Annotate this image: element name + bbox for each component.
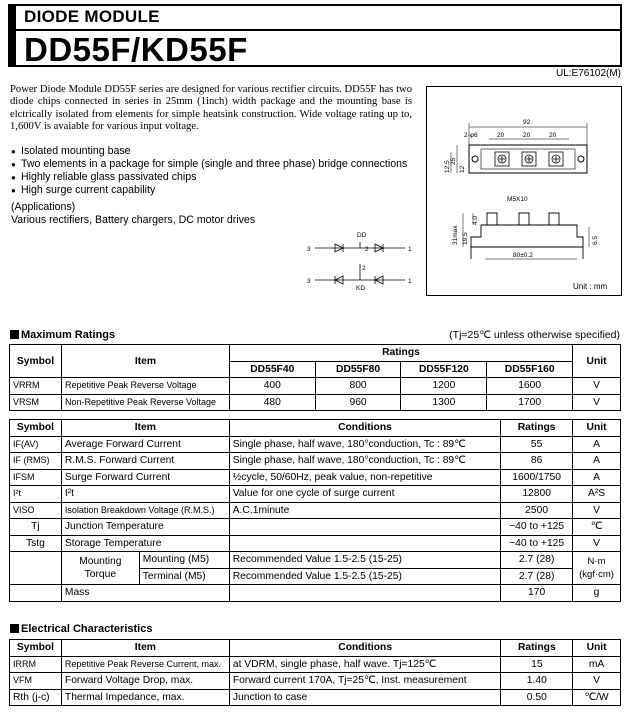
- rating-cell: −40 to +125: [501, 519, 573, 536]
- model-title: DD55F/KD55F: [24, 31, 248, 68]
- table-row: [10, 453, 621, 470]
- circuit-diagram: [305, 228, 415, 292]
- item-cell: Junction Temperature: [61, 519, 229, 536]
- condition-cell: [229, 519, 501, 536]
- symbol-cell: VRRM: [10, 378, 62, 395]
- dim-text: 80±0.2: [513, 252, 533, 259]
- torque-unit-line: (kgf·cm): [579, 569, 614, 580]
- rating-cell: 86: [501, 453, 573, 470]
- table-row: [10, 486, 621, 503]
- item-cell: Repetitive Peak Reverse Voltage: [61, 378, 229, 395]
- unit-cell: g: [573, 585, 621, 602]
- item-cell: Non-Repetitive Peak Reverse Voltage: [61, 394, 229, 411]
- torque-item-line: Mounting: [79, 556, 122, 567]
- symbol-cell: Tstg: [10, 535, 62, 552]
- dim-text: 20: [549, 132, 557, 139]
- condition-cell: Recommended Value 1.5-2.5 (15-25): [229, 552, 501, 569]
- unit-cell: V: [573, 673, 621, 690]
- item-cell: Storage Temperature: [61, 535, 229, 552]
- symbol-cell: [10, 552, 62, 585]
- table-row: [10, 469, 621, 486]
- value-cell: 480: [229, 394, 315, 411]
- rating-cell: 12800: [501, 486, 573, 503]
- dim-text: 4.0: [472, 215, 479, 225]
- symbol-cell: Rth (j-c): [10, 689, 62, 706]
- dim-text: 20: [523, 132, 531, 139]
- outline-drawing: [426, 86, 622, 296]
- dim-text: 6.5: [592, 235, 599, 245]
- circuit-svg: [305, 228, 415, 292]
- ul-number: UL:E76102(M): [555, 68, 621, 79]
- torque-item-line: Torque: [84, 569, 117, 580]
- torque-sub-cell: Terminal (M5): [139, 568, 229, 585]
- item-cell: Forward Voltage Drop, max.: [61, 673, 229, 690]
- table-row: [10, 502, 621, 519]
- symbol-cell: [10, 585, 62, 602]
- header-box: [8, 4, 622, 67]
- value-cell: 800: [315, 378, 401, 395]
- condition-cell: Recommended Value 1.5-2.5 (15-25): [229, 568, 501, 585]
- torque-sub-cell: Mounting (M5): [139, 552, 229, 569]
- kd-label: KD: [356, 285, 366, 292]
- item-cell: R.M.S. Forward Current: [61, 453, 229, 470]
- feature-item: ● Two elements in a package for simple (single and three phase) bridge connections: [11, 158, 415, 171]
- value-cell: 1300: [401, 394, 487, 411]
- item-cell: Surge Forward Current: [61, 469, 229, 486]
- pin-label: 2: [365, 246, 369, 253]
- table-row: [10, 585, 621, 602]
- value-cell: 400: [229, 378, 315, 395]
- table-row: [10, 535, 621, 552]
- intro-paragraph: Power Diode Module DD55F series are designed for various rectifier circuits. DD55F has two diode chips connected in series in 25mm (1inch) width package and the mounting base is elctrically isolated from elements for simple heatsink construction. Wide voltage rating up to, 1,600V is avaiable for various input voltage.: [10, 84, 412, 132]
- unit-cell: V: [573, 535, 621, 552]
- condition-cell: Value for one cycle of surge current: [229, 486, 501, 503]
- symbol-cell: IF(AV): [10, 436, 62, 453]
- dim-text: 25: [450, 157, 457, 165]
- applications-label: (Applications): [11, 201, 76, 213]
- max-ratings-table: [9, 419, 621, 602]
- col-conditions: Conditions: [229, 420, 501, 437]
- table-row: [10, 378, 621, 395]
- rating-cell: 0.50: [501, 689, 573, 706]
- dim-text: 12: [459, 165, 466, 173]
- feature-item: ● Highly reliable glass passivated chips: [11, 171, 415, 184]
- unit-cell: A: [573, 453, 621, 470]
- pin-label: 3: [307, 278, 311, 285]
- unit-cell: V: [573, 394, 621, 411]
- symbol-cell: IF (RMS): [10, 453, 62, 470]
- table-row: [10, 552, 621, 569]
- item-cell: I²t: [61, 486, 229, 503]
- item-cell: Thermal Impedance, max.: [61, 689, 229, 706]
- col-symbol: Symbol: [10, 345, 62, 378]
- dim-text: 20: [497, 132, 505, 139]
- applications-text: Various rectifiers, Battery chargers, DC motor drives: [11, 214, 256, 226]
- unit-cell: A²S: [573, 486, 621, 503]
- value-cell: 1200: [401, 378, 487, 395]
- dim-text: 19.5: [462, 232, 469, 245]
- model-header: DD55F120: [401, 361, 487, 378]
- electrical-title: Electrical Characteristics: [10, 623, 152, 635]
- rating-cell: 1.40: [501, 673, 573, 690]
- dim-text: 92: [523, 119, 531, 126]
- item-cell: Isolation Breakdown Voltage (R.M.S.): [61, 502, 229, 519]
- model-header: DD55F160: [487, 361, 573, 378]
- feature-item: ● Isolated mounting base: [11, 145, 415, 158]
- unit-cell: mA: [573, 656, 621, 673]
- col-item: Item: [61, 345, 229, 378]
- col-ratings: Ratings: [501, 640, 573, 657]
- symbol-cell: Tj: [10, 519, 62, 536]
- model-header: DD55F80: [315, 361, 401, 378]
- condition-cell: [229, 585, 501, 602]
- table-row: [10, 394, 621, 411]
- item-cell: Repetitive Peak Reverse Current, max.: [61, 656, 229, 673]
- voltage-ratings-table: [9, 344, 621, 411]
- category-title: DIODE MODULE: [24, 7, 160, 26]
- unit-cell: ℃/W: [573, 689, 621, 706]
- rating-cell: 1600/1750: [501, 469, 573, 486]
- pin-label: 3: [307, 246, 311, 253]
- condition-cell: at VDRM, single phase, half wave. Tj=125℃: [229, 656, 501, 673]
- max-ratings-title: Maximum Ratings: [10, 329, 115, 341]
- pin-label: 1: [408, 278, 412, 285]
- col-ratings: Ratings: [229, 345, 572, 362]
- item-cell: Average Forward Current: [61, 436, 229, 453]
- col-conditions: Conditions: [229, 640, 501, 657]
- dim-text: 2-φ6: [464, 132, 478, 139]
- symbol-cell: VISO: [10, 502, 62, 519]
- value-cell: 1600: [487, 378, 573, 395]
- table-row: [10, 689, 621, 706]
- condition-cell: Forward current 170A, Tj=25℃, Inst. measurement: [229, 673, 501, 690]
- condition-cell: Single phase, half wave, 180°conduction, Tc : 89℃: [229, 453, 501, 470]
- torque-item-cell: [61, 552, 139, 585]
- max-ratings-condition: (Tj=25℃ unless otherwise specified): [449, 329, 620, 341]
- table-row: [10, 436, 621, 453]
- col-item: Item: [61, 420, 229, 437]
- model-header: DD55F40: [229, 361, 315, 378]
- dim-text: 12.5: [444, 160, 451, 173]
- unit-label: Unit : mm: [573, 282, 608, 291]
- feature-item: ● High surge current capability: [11, 184, 415, 197]
- screw-label: M5X10: [507, 196, 528, 203]
- col-symbol: Symbol: [10, 420, 62, 437]
- symbol-cell: VFM: [10, 673, 62, 690]
- col-symbol: Symbol: [10, 640, 62, 657]
- pin-label: 1: [408, 246, 412, 253]
- outline-drawing-svg: [427, 87, 621, 295]
- col-unit: Unit: [573, 345, 621, 378]
- item-cell: Mass: [61, 585, 229, 602]
- rating-cell: 2500: [501, 502, 573, 519]
- symbol-cell: IRRM: [10, 656, 62, 673]
- col-unit: Unit: [573, 420, 621, 437]
- rating-cell: −40 to +125: [501, 535, 573, 552]
- unit-cell: ℃: [573, 519, 621, 536]
- value-cell: 960: [315, 394, 401, 411]
- electrical-table: [9, 639, 621, 706]
- rating-cell: 2.7 (28): [501, 552, 573, 569]
- rating-cell: 55: [501, 436, 573, 453]
- condition-cell: Junction to case: [229, 689, 501, 706]
- feature-list: [11, 145, 415, 227]
- table-row: [10, 673, 621, 690]
- condition-cell: Single phase, half wave, 180°conduction, Tc : 89℃: [229, 436, 501, 453]
- condition-cell: A.C.1minute: [229, 502, 501, 519]
- rating-cell: 2.7 (28): [501, 568, 573, 585]
- col-item: Item: [61, 640, 229, 657]
- condition-cell: [229, 535, 501, 552]
- table-row: [10, 519, 621, 536]
- unit-cell: V: [573, 378, 621, 395]
- value-cell: 1700: [487, 394, 573, 411]
- rating-cell: 170: [501, 585, 573, 602]
- unit-cell: A: [573, 469, 621, 486]
- table-row: [10, 656, 621, 673]
- rating-cell: 15: [501, 656, 573, 673]
- pin-label: 2: [362, 265, 366, 272]
- symbol-cell: I²t: [10, 486, 62, 503]
- dd-label: DD: [357, 232, 367, 239]
- col-unit: Unit: [573, 640, 621, 657]
- symbol-cell: IFSM: [10, 469, 62, 486]
- condition-cell: ½cycle, 50/60Hz, peak value, non-repetitive: [229, 469, 501, 486]
- col-ratings: Ratings: [501, 420, 573, 437]
- torque-unit-cell: [573, 552, 621, 585]
- symbol-cell: VRSM: [10, 394, 62, 411]
- torque-unit-line: N·m: [587, 556, 606, 567]
- unit-cell: V: [573, 502, 621, 519]
- unit-cell: A: [573, 436, 621, 453]
- dim-text: 31max: [452, 225, 459, 245]
